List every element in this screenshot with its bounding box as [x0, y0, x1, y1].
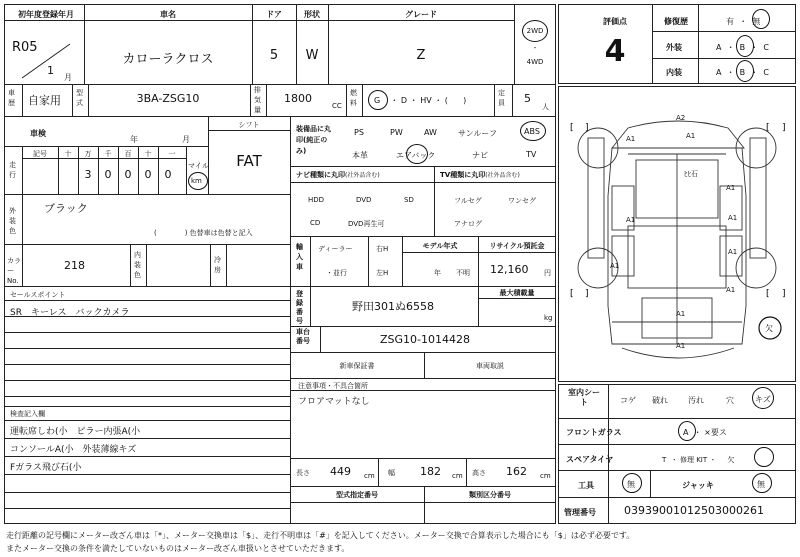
- equip-sunroof: サンルーフ: [458, 129, 497, 138]
- digit-5: 0: [124, 168, 132, 181]
- reg-month-unit: 月: [64, 73, 72, 82]
- seat-opt-koge: コゲ: [620, 396, 636, 405]
- kg-unit: kg: [544, 314, 553, 322]
- bracket-br: [: [766, 289, 770, 299]
- drive-2wd: 2WD: [526, 27, 544, 35]
- mile-label: マイル: [188, 162, 209, 170]
- mark-a1-10: A1: [676, 342, 686, 350]
- score-value: 4: [604, 34, 626, 69]
- digit-header-man: 万: [84, 150, 92, 158]
- repair-label: 修復歴: [664, 17, 688, 26]
- mark-a1-6: A1: [728, 248, 738, 256]
- sales-points-label: セールスポイント: [10, 291, 66, 299]
- bracket-br-close: ]: [782, 289, 786, 299]
- interior-seat-label: 室内シート: [568, 388, 600, 407]
- fuel-options: G ・ D ・ HV ・ ( ): [374, 96, 467, 105]
- shaken-label: 車検: [30, 129, 46, 138]
- car-name-value: カローラクロス: [122, 52, 214, 67]
- shape-value: W: [305, 48, 319, 63]
- vehicle-history-label: 車歴: [8, 89, 15, 107]
- car-name-label: 車名: [160, 10, 176, 19]
- equipment-label: 装備品に丸印(純正のみ): [296, 125, 331, 155]
- yen-unit: 円: [544, 269, 551, 277]
- digit-header-juu: 十: [144, 150, 152, 158]
- shape-label: 形状: [304, 10, 320, 19]
- interior-abc: A ・ B ・ C: [716, 68, 769, 77]
- grade-label: グレード: [405, 10, 437, 19]
- reg-era-value: R05: [12, 40, 38, 55]
- mark-a2-front: A2: [676, 114, 686, 122]
- color-no-value: 218: [64, 259, 85, 272]
- color-no-label: カラーNo.: [7, 257, 21, 285]
- exterior-b-circle: [736, 35, 754, 57]
- notes-value: フロアマットなし: [298, 397, 370, 407]
- notes-label: 注意事項・不具合箇所: [298, 382, 368, 390]
- seat-opt-yabure: 破れ: [652, 396, 668, 405]
- inspector-line-2: コンソールA(小 外装薄線キズ: [10, 445, 137, 455]
- spare-ketsu-circle: [754, 447, 774, 467]
- bracket-tl-close: ]: [585, 123, 589, 133]
- chassis-label: 車台番号: [296, 328, 310, 345]
- import-label: 輸入車: [296, 243, 303, 271]
- model-label: 型式: [76, 89, 83, 107]
- width-label: 幅: [388, 469, 395, 477]
- bracket-tl: [: [570, 123, 574, 133]
- shift-value: FAT: [236, 152, 262, 170]
- footer-line-1: 走行距離の記号欄にメーター改ざん車は「*」、メーター交換車は「$」、走行不明車は「#」を記入してください。メーター交換で合算表示した場合にも「$」は必ず必要です。: [6, 531, 635, 540]
- capacity-label: 定員: [498, 89, 505, 107]
- navi-type-label: ナビ種類に丸印(社外品含む): [296, 171, 380, 179]
- digit-header-ichi: 一: [168, 150, 176, 158]
- navi-dvd: DVD: [356, 196, 372, 204]
- inspector-label: 検査記入欄: [10, 410, 45, 418]
- repair-opts: 有 ・ 無: [726, 17, 761, 26]
- doors-value: 5: [269, 48, 279, 63]
- navi-dvd-play: DVD再生可: [348, 220, 385, 228]
- interior-b-circle: [736, 60, 754, 82]
- footer-line-2: またメーター交換の条件を満たしていないものはメーター改ざん車扱いとさせていただきます。: [6, 544, 350, 553]
- interior-color-label: 内装色: [134, 251, 141, 279]
- vehicle-manual: 車両取説: [476, 362, 504, 370]
- height-label: 高さ: [472, 469, 486, 477]
- mark-a1-8: A1: [726, 286, 736, 294]
- digit-4: 0: [104, 168, 112, 181]
- windshield-label: フロントガラス: [566, 428, 622, 437]
- displacement-value: 1800: [284, 92, 312, 105]
- mgmt-number: 03939001012503000261: [624, 504, 764, 517]
- mark-ketsu: 欠: [765, 324, 773, 333]
- shift-label: シフト: [238, 121, 260, 129]
- new-warranty: 新車保証書: [339, 362, 375, 370]
- equip-ps: PS: [354, 128, 364, 137]
- exterior-color-value: ブラック: [44, 202, 88, 215]
- equip-leather: 本革: [352, 151, 368, 160]
- tv-analog: アナログ: [454, 220, 482, 228]
- bracket-tr: [: [766, 123, 770, 133]
- recycle-amount: 12,160: [490, 263, 529, 276]
- equip-aw: AW: [424, 128, 437, 137]
- vehicle-history-value: 自家用: [28, 94, 61, 107]
- km-label: km: [191, 177, 202, 185]
- import-parallel: ・並行: [326, 269, 347, 277]
- navi-hdd: HDD: [308, 196, 325, 204]
- exterior-color-label: 外装色: [9, 207, 16, 235]
- digit-header-10man: 十: [64, 150, 72, 158]
- digit-header-sign: 記号: [33, 150, 47, 158]
- digit-6: 0: [144, 168, 152, 181]
- color-change-note: ( ) 色替車は色替と記入: [154, 229, 253, 237]
- spare-label: スペアタイヤ: [566, 455, 614, 464]
- spare-opts: T ・ 修理 KIT ・ 欠: [662, 456, 735, 464]
- width-value: 182: [420, 465, 441, 478]
- tv-oneseg: ワンセグ: [508, 197, 536, 205]
- bracket-bl: [: [570, 289, 574, 299]
- model-year-label: モデル年式: [422, 242, 458, 250]
- mark-a1-3: A1: [726, 184, 736, 192]
- equip-pw: PW: [390, 128, 403, 137]
- plate-value: 野田301ぬ6558: [352, 300, 434, 313]
- drive-4wd: 4WD: [526, 58, 544, 66]
- person-unit: 人: [542, 103, 549, 111]
- plate-label: 登録番号: [296, 290, 303, 325]
- drive-dot: ・: [531, 44, 539, 52]
- door-label: ドア: [266, 10, 282, 19]
- car-diagram: [558, 86, 796, 382]
- seat-opt-ana: 穴: [726, 396, 734, 405]
- mark-a1-4: A1: [728, 214, 738, 222]
- shaken-month-unit: 月: [182, 135, 190, 144]
- length-label: 長さ: [296, 469, 310, 477]
- import-left-h: 左H: [376, 269, 389, 277]
- import-right-h: 右H: [376, 245, 389, 253]
- type-designation-label: 型式指定番号: [336, 491, 378, 499]
- equip-navi: ナビ: [472, 151, 488, 160]
- digit-7: 0: [164, 168, 172, 181]
- reg-month-value: 1: [47, 64, 54, 77]
- fuel-label: 燃料: [350, 89, 357, 107]
- cc-unit: CC: [332, 102, 342, 110]
- mark-a1-9: A1: [676, 310, 686, 318]
- height-value: 162: [506, 465, 527, 478]
- digit-3: 3: [84, 168, 92, 181]
- mark-a1-5: A1: [626, 216, 636, 224]
- navi-sd: SD: [404, 196, 414, 204]
- max-load-label: 最大積載量: [499, 289, 535, 297]
- model-year-unknown: 不明: [456, 269, 470, 277]
- score-label: 評価点: [603, 17, 627, 26]
- jack-label: ジャッキ: [682, 481, 714, 490]
- equip-abs: ABS: [524, 127, 540, 136]
- exterior-abc: A ・ B ・ C: [716, 43, 769, 52]
- seat-opt-yogore: 汚れ: [688, 396, 704, 405]
- length-value: 449: [330, 465, 351, 478]
- reg-year-label: 初年度登録年月: [18, 10, 74, 19]
- mark-hhishi: ﾋﾋ石: [684, 170, 698, 178]
- jack-value: 無: [757, 480, 765, 489]
- length-unit: cm: [364, 472, 375, 480]
- equip-airbag: エアバック: [396, 151, 436, 160]
- import-dealer: ディーラー: [318, 245, 353, 253]
- digit-header-hyaku: 百: [124, 150, 132, 158]
- inspector-line-3: Fガラス飛び石(小: [10, 463, 82, 473]
- mgmt-label: 管理番号: [564, 508, 596, 517]
- mark-a1-7: A1: [610, 262, 620, 270]
- ac-label: 冷房: [214, 256, 221, 274]
- seat-opt-kizu: キズ: [755, 395, 771, 404]
- width-unit: cm: [452, 472, 463, 480]
- mark-a1-1: A1: [626, 135, 636, 143]
- exterior-rating-label: 外装: [666, 43, 682, 52]
- inspector-line-1: 運転席しわ(小 ピラー内張A(小: [10, 427, 141, 437]
- bracket-tr-close: ]: [782, 123, 786, 133]
- grade-value: Z: [416, 48, 426, 63]
- navi-cd: CD: [310, 219, 321, 227]
- tv-type-label: TV種類に丸印(社外品含む): [440, 171, 520, 179]
- bracket-bl-close: ]: [585, 289, 589, 299]
- tools-value: 無: [627, 480, 635, 489]
- recycle-label: リサイクル預託金: [489, 242, 545, 250]
- repair-none-circle: [752, 9, 770, 29]
- displacement-label: 排気量: [254, 86, 261, 114]
- capacity-value: 5: [524, 92, 531, 105]
- height-unit: cm: [540, 472, 551, 480]
- windshield-opts: A ・ ×要ス: [683, 428, 727, 437]
- shaken-year-unit: 年: [130, 135, 138, 144]
- category-label: 類別区分番号: [469, 491, 511, 499]
- tv-fullseg: フルセグ: [454, 197, 482, 205]
- equip-tv: TV: [526, 150, 537, 159]
- mark-a1-2: A1: [686, 132, 696, 140]
- tools-label: 工具: [578, 481, 594, 490]
- digit-header-sen: 千: [104, 150, 112, 158]
- chassis-value: ZSG10-1014428: [380, 333, 470, 346]
- model-year-year: 年: [434, 269, 441, 277]
- mileage-label: 走行: [9, 161, 16, 179]
- model-value: 3BA-ZSG10: [136, 92, 200, 105]
- sales-points-text: SR キーレス バックカメラ: [10, 308, 130, 318]
- interior-rating-label: 内装: [666, 68, 682, 77]
